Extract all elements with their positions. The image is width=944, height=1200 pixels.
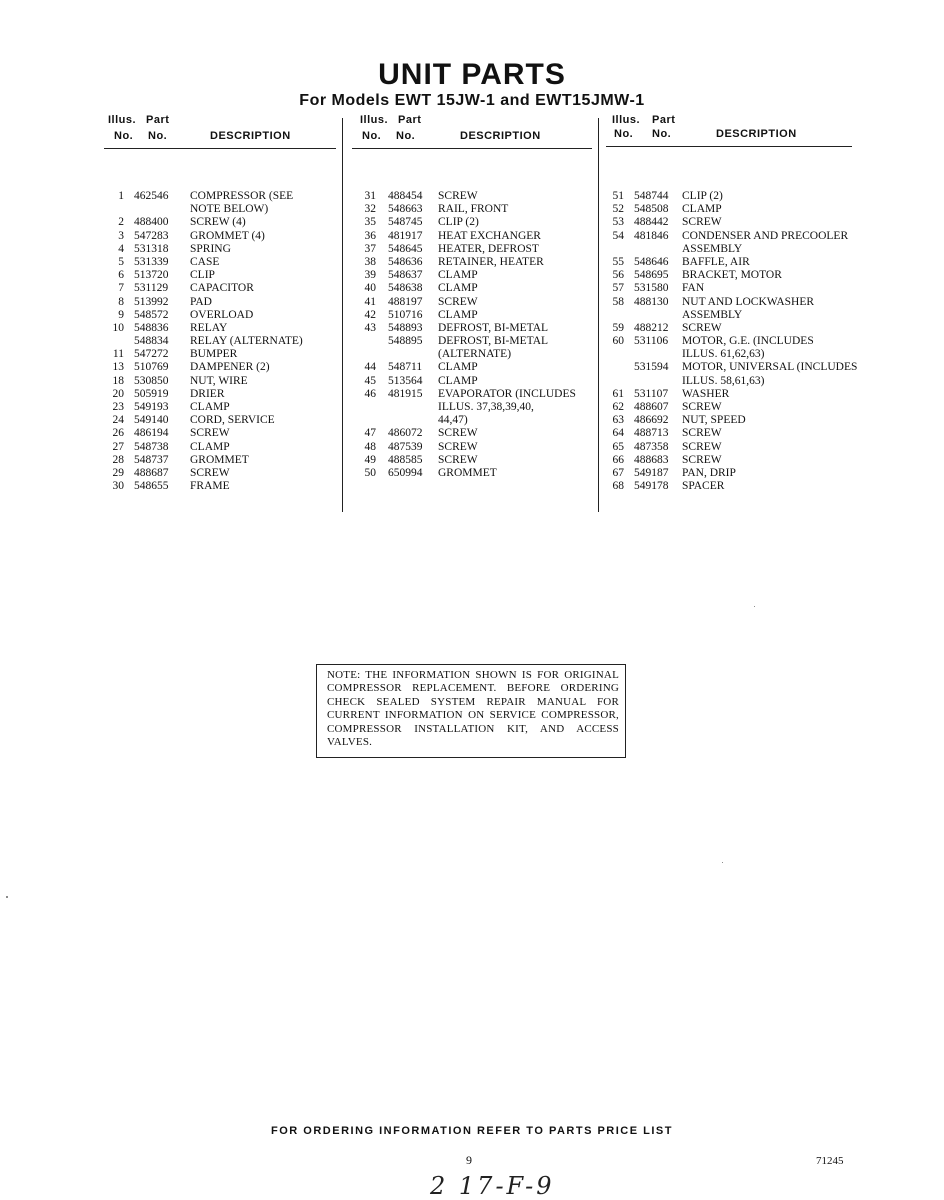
part-number: 510716 xyxy=(388,308,423,321)
part-description: GROMMET (4) xyxy=(190,229,265,242)
part-number: 488442 xyxy=(634,216,669,229)
part-number: 549193 xyxy=(134,401,169,413)
part-number: 548638 xyxy=(388,282,423,295)
part-description: CLAMP xyxy=(438,308,478,321)
illus-number: 3 xyxy=(118,229,124,242)
part-description: DEFROST, BI-METAL xyxy=(438,335,549,348)
illus-number: 40 xyxy=(364,282,376,295)
header-rule xyxy=(104,148,336,149)
part-number: 548745 xyxy=(388,216,423,229)
illus-number: 43 xyxy=(364,321,376,334)
illus-number: 60 xyxy=(612,335,624,348)
part-number: 549187 xyxy=(634,466,669,479)
illus-number: 48 xyxy=(364,440,376,453)
illus-number: 65 xyxy=(612,440,624,453)
part-number: 548636 xyxy=(388,255,423,268)
illus-number: 67 xyxy=(612,466,624,479)
parts-column-2 xyxy=(352,114,592,479)
part-description: SCREW xyxy=(190,466,230,479)
illus-number: 64 xyxy=(612,427,624,440)
part-description: GROMMET xyxy=(438,466,497,479)
illus-number: 66 xyxy=(612,453,624,466)
part-number: 547283 xyxy=(134,229,169,242)
part-number: 548895 xyxy=(388,335,423,348)
column-header xyxy=(352,114,592,148)
illus-number: 27 xyxy=(112,440,124,453)
part-description: SCREW xyxy=(682,401,722,413)
illus-number: 6 xyxy=(118,269,124,282)
part-description: SPACER xyxy=(682,480,725,493)
part-description: BUMPER xyxy=(190,348,238,361)
part-number: 513992 xyxy=(134,295,169,308)
illus-number: 28 xyxy=(112,453,124,466)
part-number: 548744 xyxy=(634,190,669,202)
illus-number: 10 xyxy=(112,321,124,334)
part-description: SCREW xyxy=(438,440,478,453)
part-number: 548572 xyxy=(134,308,169,321)
illus-number: 11 xyxy=(112,348,124,361)
part-description: CORD, SERVICE xyxy=(190,414,275,427)
illus-number: 2 xyxy=(118,216,124,229)
part-description: MOTOR, G.E. (INCLUDES xyxy=(682,335,814,348)
part-description: CLAMP xyxy=(438,282,478,295)
part-label: Part xyxy=(652,114,676,126)
part-description: CONDENSER AND PRECOOLER xyxy=(682,229,849,242)
part-description: RELAY xyxy=(190,321,228,334)
part-number: 488585 xyxy=(388,453,423,466)
illus-label: Illus. xyxy=(108,114,137,126)
part-description: SCREW xyxy=(438,427,478,440)
part-number: 549178 xyxy=(634,480,669,493)
part-number: 548737 xyxy=(134,453,169,466)
part-description: BRACKET, MOTOR xyxy=(682,269,782,282)
part-number: 486692 xyxy=(634,414,669,427)
part-number: 548836 xyxy=(134,321,169,334)
part-description: FAN xyxy=(682,282,705,295)
illus-number: 31 xyxy=(364,190,376,202)
part-number: 488713 xyxy=(634,427,669,440)
part-description: CLIP xyxy=(190,269,215,282)
illus-number: 1 xyxy=(118,190,124,202)
illus-number: 44 xyxy=(364,361,376,374)
illus-number: 49 xyxy=(364,453,376,466)
illus-number: 24 xyxy=(112,414,124,427)
part-number: 462546 xyxy=(134,190,169,202)
illus-number: 4 xyxy=(118,242,124,255)
illus-number: 36 xyxy=(364,229,376,242)
part-description: SCREW xyxy=(682,440,722,453)
part-description: CLAMP xyxy=(438,374,478,387)
part-description: CLIP (2) xyxy=(682,190,723,202)
column-divider xyxy=(342,118,343,512)
illus-number: 39 xyxy=(364,269,376,282)
part-number: 548893 xyxy=(388,321,423,334)
part-number: 531318 xyxy=(134,242,169,255)
illus-number: 23 xyxy=(112,401,124,413)
part-number: 549140 xyxy=(134,414,169,427)
column-divider xyxy=(598,118,599,512)
part-description: SCREW xyxy=(682,427,722,440)
part-description: COMPRESSOR (SEE xyxy=(190,190,294,202)
illus-number: 57 xyxy=(612,282,624,295)
part-description: 44,47) xyxy=(438,414,468,427)
illus-number: 46 xyxy=(364,387,376,400)
part-number: 488400 xyxy=(134,216,169,229)
part-number: 488687 xyxy=(134,466,169,479)
part-description: DRIER xyxy=(190,387,225,400)
illus-number: 54 xyxy=(612,229,624,242)
description-label: DESCRIPTION xyxy=(716,128,797,140)
illus-label: Illus. xyxy=(360,114,389,126)
part-number: 548695 xyxy=(634,269,669,282)
part-number: 548637 xyxy=(388,269,423,282)
illus-no-label: No. xyxy=(614,128,634,140)
illus-number: 5 xyxy=(118,255,124,268)
part-description: ASSEMBLY xyxy=(682,308,743,321)
part-description: HEAT EXCHANGER xyxy=(438,229,541,242)
part-number: 531106 xyxy=(634,335,669,348)
part-number: 510769 xyxy=(134,361,169,374)
part-description: ILLUS. 61,62,63) xyxy=(682,348,765,361)
description-label: DESCRIPTION xyxy=(460,130,541,142)
part-number: 548645 xyxy=(388,242,423,255)
part-number: 513564 xyxy=(388,374,423,387)
part-number: 548834 xyxy=(134,335,169,348)
part-number: 531594 xyxy=(634,361,669,374)
part-description: CASE xyxy=(190,255,220,268)
part-number: 488607 xyxy=(634,401,669,413)
illus-number: 68 xyxy=(612,480,624,493)
illus-number: 51 xyxy=(612,190,624,202)
part-number: 486072 xyxy=(388,427,423,440)
part-description: SCREW xyxy=(190,427,230,440)
illus-number: 8 xyxy=(118,295,124,308)
illus-number: 47 xyxy=(364,427,376,440)
scan-speck xyxy=(754,606,755,607)
illus-number: 63 xyxy=(612,414,624,427)
part-description: DEFROST, BI-METAL xyxy=(438,321,549,334)
column-header xyxy=(104,114,336,148)
part-number: 531580 xyxy=(634,282,669,295)
document-number: 71245 xyxy=(816,1155,844,1167)
part-description: NUT AND LOCKWASHER xyxy=(682,295,815,308)
part-number: 547272 xyxy=(134,348,169,361)
column-header xyxy=(606,114,852,148)
scan-speck xyxy=(722,862,723,863)
part-description: CLAMP xyxy=(438,361,478,374)
part-number: 548663 xyxy=(388,203,423,216)
part-description: NOTE BELOW) xyxy=(190,203,269,216)
part-description: NUT, WIRE xyxy=(190,374,248,387)
part-description: FRAME xyxy=(190,480,230,493)
part-number: 481915 xyxy=(388,387,423,400)
part-description: DAMPENER (2) xyxy=(190,361,270,374)
illus-number: 20 xyxy=(112,387,124,400)
illus-number: 26 xyxy=(112,427,124,440)
illus-number: 50 xyxy=(364,466,376,479)
part-number: 488454 xyxy=(388,190,423,202)
illus-number: 32 xyxy=(364,203,376,216)
illus-number: 13 xyxy=(112,361,124,374)
illus-number: 37 xyxy=(364,242,376,255)
illus-number: 58 xyxy=(612,295,624,308)
illus-no-label: No. xyxy=(362,130,382,142)
illus-number: 41 xyxy=(364,295,376,308)
part-number: 487539 xyxy=(388,440,423,453)
part-number: 505919 xyxy=(134,387,169,400)
part-description: CLAMP xyxy=(438,269,478,282)
models-subtitle: For Models EWT 15JW-1 and EWT15JMW-1 xyxy=(299,92,645,109)
part-description: SPRING xyxy=(190,242,231,255)
part-description: SCREW (4) xyxy=(190,216,246,229)
part-number: 530850 xyxy=(134,374,169,387)
illus-number: 42 xyxy=(364,308,376,321)
part-description: (ALTERNATE) xyxy=(438,348,512,361)
part-number: 486194 xyxy=(134,427,169,440)
illus-number: 55 xyxy=(612,255,624,268)
part-number: 548646 xyxy=(634,255,669,268)
illus-number: 29 xyxy=(112,466,124,479)
part-number: 488130 xyxy=(634,295,669,308)
part-description: SCREW xyxy=(682,216,722,229)
part-label: Part xyxy=(146,114,170,126)
scan-speck xyxy=(6,896,8,898)
parts-column-1 xyxy=(104,114,336,493)
handwritten-annotation: 2 17-F-9 xyxy=(430,1172,555,1200)
part-description: CLAMP xyxy=(682,203,722,216)
compressor-note-box: NOTE: THE INFORMATION SHOWN IS FOR ORIGINAL COMPRESSOR REPLACEMENT. BEFORE ORDERING CHECK SEALED SYSTEM REPAIR MANUAL FOR CURRENT INFORMATION ON SERVICE COMPRESSOR, COMPRESSOR INSTALLATION KIT, AND ACCESS VALVES. xyxy=(316,664,626,758)
illus-label: Illus. xyxy=(612,114,641,126)
part-description: PAN, DRIP xyxy=(682,466,736,479)
illus-number: 30 xyxy=(112,480,124,493)
part-description: ASSEMBLY xyxy=(682,242,743,255)
part-number: 513720 xyxy=(134,269,169,282)
part-description: GROMMET xyxy=(190,453,249,466)
part-description: SCREW xyxy=(438,295,478,308)
illus-number: 53 xyxy=(612,216,624,229)
part-number: 481917 xyxy=(388,229,423,242)
illus-number: 38 xyxy=(364,255,376,268)
part-number: 650994 xyxy=(388,466,423,479)
part-description: EVAPORATOR (INCLUDES xyxy=(438,387,576,400)
illus-number: 18 xyxy=(112,374,124,387)
illus-number: 62 xyxy=(612,401,624,413)
part-no-label: No. xyxy=(396,130,416,142)
part-description: HEATER, DEFROST xyxy=(438,242,539,255)
part-number: 488197 xyxy=(388,295,423,308)
part-description: ILLUS. 58,61,63) xyxy=(682,374,765,387)
part-description: SCREW xyxy=(438,453,478,466)
illus-number: 56 xyxy=(612,269,624,282)
part-description: MOTOR, UNIVERSAL (INCLUDES xyxy=(682,361,858,374)
part-number: 531107 xyxy=(634,387,669,400)
part-number: 487358 xyxy=(634,440,669,453)
part-number: 488212 xyxy=(634,321,669,334)
ordering-info: FOR ORDERING INFORMATION REFER TO PARTS PRICE LIST xyxy=(271,1125,673,1137)
part-description: NUT, SPEED xyxy=(682,414,746,427)
part-description: CLAMP xyxy=(190,440,230,453)
illus-number: 45 xyxy=(364,374,376,387)
part-description: SCREW xyxy=(682,321,722,334)
part-description: PAD xyxy=(190,295,212,308)
illus-number: 52 xyxy=(612,203,624,216)
illus-number: 35 xyxy=(364,216,376,229)
illus-number: 9 xyxy=(118,308,124,321)
part-number: 481846 xyxy=(634,229,669,242)
part-description: RETAINER, HEATER xyxy=(438,255,544,268)
part-no-label: No. xyxy=(148,130,168,142)
part-description: BAFFLE, AIR xyxy=(682,255,750,268)
part-description: ILLUS. 37,38,39,40, xyxy=(438,401,534,413)
part-label: Part xyxy=(398,114,422,126)
illus-number: 59 xyxy=(612,321,624,334)
part-description: CAPACITOR xyxy=(190,282,254,295)
part-number: 531339 xyxy=(134,255,169,268)
parts-column-3 xyxy=(606,114,858,493)
illus-number: 7 xyxy=(118,282,124,295)
header-rule xyxy=(352,148,592,149)
description-label: DESCRIPTION xyxy=(210,130,291,142)
part-description: OVERLOAD xyxy=(190,308,254,321)
part-number: 548711 xyxy=(388,361,423,374)
part-description: RAIL, FRONT xyxy=(438,203,509,216)
page-title: UNIT PARTS xyxy=(378,58,566,91)
part-description: CLIP (2) xyxy=(438,216,479,229)
part-number: 548738 xyxy=(134,440,169,453)
illus-number: 61 xyxy=(612,387,624,400)
part-description: SCREW xyxy=(682,453,722,466)
part-description: CLAMP xyxy=(190,401,230,413)
part-number: 548508 xyxy=(634,203,669,216)
part-number: 531129 xyxy=(134,282,169,295)
part-number: 548655 xyxy=(134,480,169,493)
part-no-label: No. xyxy=(652,128,672,140)
illus-no-label: No. xyxy=(114,130,134,142)
page-number: 9 xyxy=(466,1153,472,1167)
part-description: SCREW xyxy=(438,190,478,202)
part-number: 488683 xyxy=(634,453,669,466)
part-description: RELAY (ALTERNATE) xyxy=(190,335,303,348)
part-description: WASHER xyxy=(682,387,730,400)
